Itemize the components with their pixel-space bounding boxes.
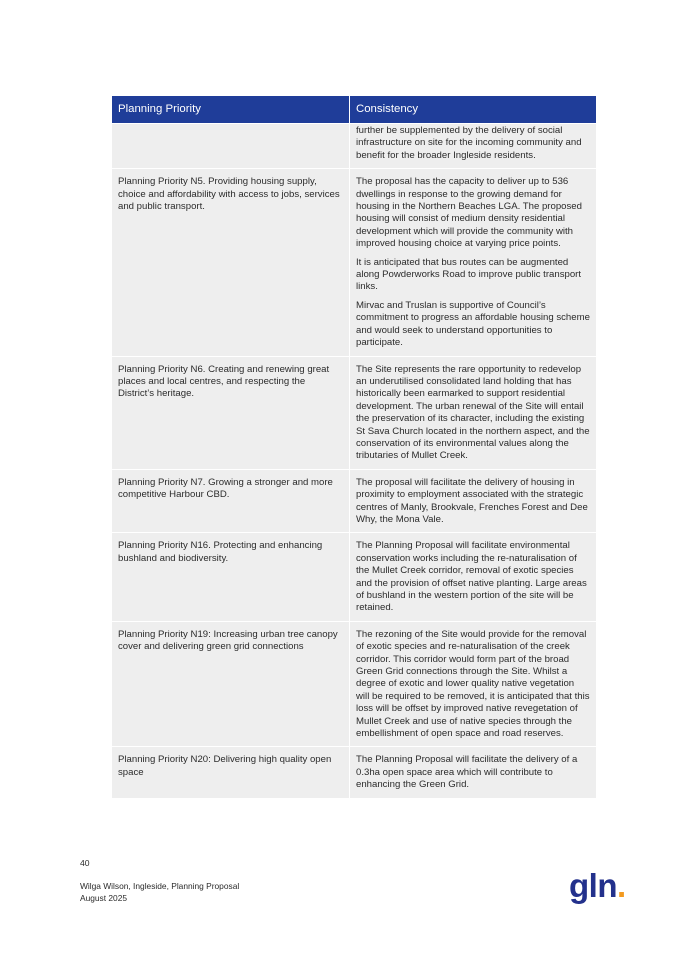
- priority-cell: [112, 124, 350, 168]
- consistency-paragraph: The Site represents the rare opportunity to redevelop an underutilised consolidated land holding that has historically been earmarked to support residential development. The urban renewal of the Site will entail the preservation of its character, including the existing St Sava Church located in the northern aspect, and the conservation of its environmental values along the tributaries of Mullet Creek.: [356, 363, 590, 462]
- gln-logo: [569, 866, 626, 906]
- footer-document-title: Wilga Wilson, Ingleside, Planning Proposal: [80, 881, 240, 891]
- consistency-paragraph: The rezoning of the Site would provide for the removal of exotic species and re-naturalisation of the creek corridor. This corridor would form part of the broad Green Grid connections through the Site. Whilst a degree of exotic and lower quality native vegetation will be required to be removed, it is anticipated that this loss will be offset by improved native revegetation of Mullet Creek and use of native species through the embellishment of open space and road reserves.: [356, 628, 590, 740]
- priority-cell: Planning Priority N19: Increasing urban tree canopy cover and delivering green grid connections: [112, 622, 350, 747]
- consistency-cell: [350, 622, 596, 747]
- planning-priority-table: [112, 96, 596, 798]
- page-number: 40: [80, 858, 90, 868]
- footer: [80, 881, 239, 904]
- consistency-paragraph: The proposal has the capacity to deliver up to 536 dwellings in response to the growing demand for housing in the Northern Beaches LGA. The proposed housing will consist of medium density residential development which will provide the community with improved housing choice at varying price points.: [356, 176, 582, 250]
- table-row: [112, 469, 596, 533]
- table-row-continued: [112, 123, 596, 168]
- table-row: [112, 356, 596, 469]
- priority-cell: Planning Priority N7. Growing a stronger and more competitive Harbour CBD.: [112, 470, 350, 533]
- header-consistency: Consistency: [356, 103, 419, 115]
- priority-cell: Planning Priority N5. Providing housing supply, choice and affordability with access to jobs, services and public transport.: [112, 169, 350, 355]
- consistency-paragraph: The proposal will facilitate the delivery of housing in proximity to employment associated with the strategic centres of Manly, Brookvale, Frenches Forest and Dee Why, the Mona Vale.: [356, 476, 588, 525]
- table-row: [112, 621, 596, 747]
- consistency-paragraph: It is anticipated that bus routes can be augmented along Powderworks Road to improve public transport links.: [356, 256, 582, 293]
- priority-cell: Planning Priority N20: Delivering high quality open space: [112, 747, 350, 797]
- consistency-cell: [350, 533, 596, 620]
- priority-cell: Planning Priority N6. Creating and renewing great places and local centres, and respecting the District’s heritage.: [112, 357, 350, 469]
- table-row: [112, 532, 596, 620]
- table-row: [112, 746, 596, 797]
- logo-dot: .: [616, 867, 626, 904]
- footer-date: August 2025: [80, 892, 128, 903]
- consistency-paragraph: Mirvac and Truslan is supportive of Council’s commitment to progress an affordable housing scheme and would seek to understand opportunities to participate.: [356, 299, 590, 349]
- consistency-cell: [350, 357, 596, 469]
- table-header-row: [112, 96, 596, 123]
- consistency-paragraph: The Planning Proposal will facilitate environmental conservation works including the re-naturalisation of the Mullet Creek corridor, removal of exotic species and the provision of offset native planting. Large areas of bushland in the western portion of the site will be retained.: [356, 540, 587, 614]
- consistency-cell: [350, 747, 596, 797]
- consistency-paragraph: further be supplemented by the delivery of social infrastructure on site for the incoming community and benefit for the broader Ingleside residents.: [356, 125, 582, 161]
- consistency-cell: [350, 169, 596, 355]
- consistency-cell: [350, 124, 596, 168]
- priority-cell: Planning Priority N16. Protecting and enhancing bushland and biodiversity.: [112, 533, 350, 620]
- table-row: [112, 168, 596, 355]
- header-planning-priority: Planning Priority: [112, 96, 350, 123]
- logo-text: gln: [569, 867, 617, 904]
- consistency-paragraph: The Planning Proposal will facilitate the delivery of a 0.3ha open space area which will contribute to enhancing the Green Grid.: [356, 754, 578, 791]
- consistency-cell: [350, 470, 596, 533]
